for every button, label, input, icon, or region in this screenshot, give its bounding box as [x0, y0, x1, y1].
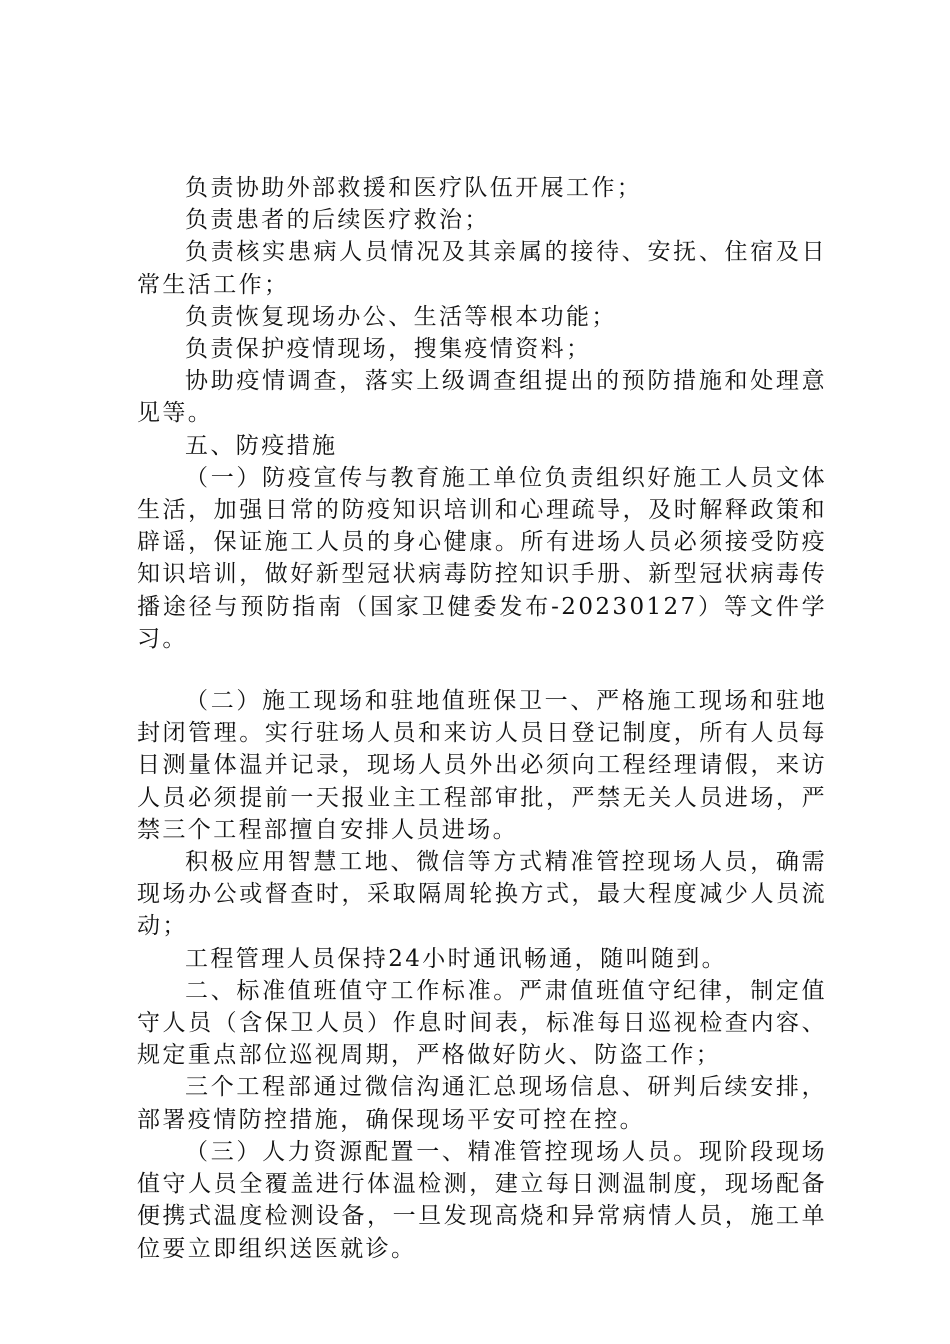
paragraph-patient-treatment: 负责患者的后续医疗救治； — [185, 207, 490, 234]
paragraph-site-duty-security: （二）施工现场和驻地值班保卫一、严格施工现场和驻地封闭管理。实行驻场人员和来访人员日登记制度，所有人员每日测量体温并记录，现场人员外出必须向工程经理请假，来访人员必须提前一天报业主工程部审批，严禁无关人员进场，严禁三个工程部擅自安排人员进场。 — [137, 688, 827, 843]
paragraph-assist-rescue: 负责协助外部救援和医疗队伍开展工作； — [185, 175, 643, 201]
paragraph-human-resources: （三）人力资源配置一、精准管控现场人员。现阶段现场值守人员全覆盖进行体温检测，建立每日测温制度，现场配备便携式温度检测设备，一旦发现高烧和异常病情人员，施工单位要立即组织送医就诊。 — [137, 1138, 827, 1262]
paragraph-publicity-education: （一）防疫宣传与教育施工单位负责组织好施工人员文体生活，加强日常的防疫知识培训和心理疏导，及时解释政策和辟谣，保证施工人员的身心健康。所有进场人员必须接受防疫知识培训，做好新型冠状病毒防控知识手册、新型冠状病毒传播途径与预防指南（国家卫健委发布-20230127）等文件学习。 — [137, 464, 827, 652]
paragraph-family-reception: 负责核实患病人员情况及其亲属的接待、安抚、住宿及日常生活工作； — [137, 239, 827, 298]
paragraph-assist-investigation: 协助疫情调查，落实上级调查组提出的预防措施和处理意见等。 — [137, 368, 827, 427]
paragraph-wechat-coordination: 三个工程部通过微信沟通汇总现场信息、研判后续安排，部署疫情防控措施，确保现场平安可控在控。 — [137, 1074, 827, 1133]
paragraph-restore-functions: 负责恢复现场办公、生活等根本功能； — [185, 303, 617, 330]
paragraph-protect-scene: 负责保护疫情现场，搜集疫情资料； — [185, 336, 592, 363]
paragraph-smart-site: 积极应用智慧工地、微信等方式精准管控现场人员，确需现场办公或督查时，采取隔周轮换方式，最大程度减少人员流动； — [137, 849, 827, 940]
section-heading-prevention-measures: 五、防疫措施 — [185, 432, 338, 459]
paragraph-duty-standard: 二、标准值班值守工作标准。严肃值班值守纪律，制定值守人员（含保卫人员）作息时间表，标准每日巡视检查内容、规定重点部位巡视周期，严格做好防火、防盗工作； — [137, 977, 827, 1069]
paragraph-24h-communication: 工程管理人员保持24小时通讯畅通，随叫随到。 — [185, 945, 728, 972]
document-body — [137, 172, 827, 1265]
